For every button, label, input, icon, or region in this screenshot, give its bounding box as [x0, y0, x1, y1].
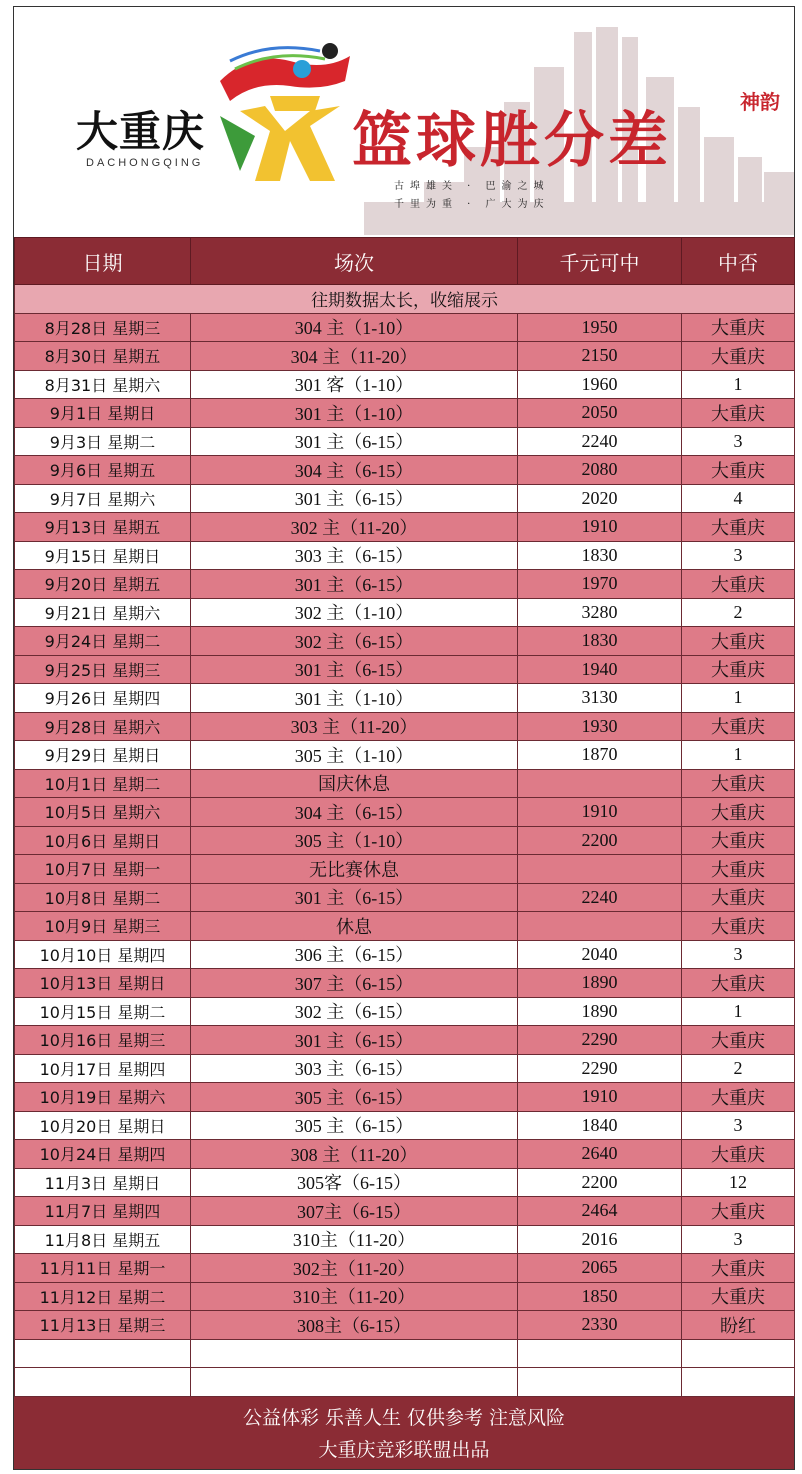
result-cell: [682, 1368, 795, 1397]
table-row: [15, 570, 795, 599]
date-cell: 8月28日 星期三: [15, 313, 191, 342]
table-row: [15, 342, 795, 371]
match-cell: 301 主（6-15）: [191, 570, 518, 599]
result-cell: [682, 1339, 795, 1368]
table-row: [15, 684, 795, 713]
table-row: [15, 940, 795, 969]
match-cell: 302 主（1-10）: [191, 598, 518, 627]
table-row: [15, 1339, 795, 1368]
table-row: [15, 1282, 795, 1311]
amount-cell: 3280: [518, 598, 682, 627]
table-row: [15, 826, 795, 855]
table-row: [15, 1254, 795, 1283]
amount-cell: 1930: [518, 712, 682, 741]
result-cell: 大重庆: [682, 1140, 795, 1169]
table-row: [15, 1368, 795, 1397]
match-cell: 304 主（1-10）: [191, 313, 518, 342]
result-cell: 大重庆: [682, 655, 795, 684]
date-cell: 9月13日 星期五: [15, 513, 191, 542]
match-cell: 305 主（6-15）: [191, 1111, 518, 1140]
collapsed-note: 往期数据太长，收缩展示: [15, 285, 795, 314]
amount-cell: 2020: [518, 484, 682, 513]
result-cell: 1: [682, 684, 795, 713]
match-cell: 301 主（1-10）: [191, 684, 518, 713]
result-cell: 大重庆: [682, 769, 795, 798]
table-row: [15, 1083, 795, 1112]
amount-cell: 1890: [518, 969, 682, 998]
result-cell: 大重庆: [682, 1026, 795, 1055]
amount-cell: 2330: [518, 1311, 682, 1340]
column-header-amount: 千元可中: [518, 238, 682, 285]
match-cell: 301 主（6-15）: [191, 484, 518, 513]
table-row: [15, 741, 795, 770]
logo-subtitle: DACHONGQING: [86, 157, 204, 169]
date-cell: 9月15日 星期日: [15, 541, 191, 570]
slogan-line-2: 千里为重 · 广大为庆: [394, 199, 550, 210]
table-row: [15, 627, 795, 656]
date-cell: 9月24日 星期二: [15, 627, 191, 656]
table-row: [15, 427, 795, 456]
logo-wordmark: 大重庆: [76, 107, 206, 156]
date-cell: 11月13日 星期三: [15, 1311, 191, 1340]
date-cell: [15, 1339, 191, 1368]
date-cell: 9月21日 星期六: [15, 598, 191, 627]
match-cell: 302 主（11-20）: [191, 513, 518, 542]
amount-cell: 2065: [518, 1254, 682, 1283]
match-cell: 310主（11-20）: [191, 1225, 518, 1254]
table-row: [15, 370, 795, 399]
result-cell: 大重庆: [682, 342, 795, 371]
match-cell: 304 主（11-20）: [191, 342, 518, 371]
amount-cell: [518, 1368, 682, 1397]
date-cell: 10月24日 星期四: [15, 1140, 191, 1169]
result-cell: 大重庆: [682, 513, 795, 542]
table-row: [15, 313, 795, 342]
amount-cell: 1960: [518, 370, 682, 399]
column-header-date: 日期: [15, 238, 191, 285]
date-cell: 10月17日 星期四: [15, 1054, 191, 1083]
amount-cell: 2240: [518, 883, 682, 912]
date-cell: 9月29日 星期日: [15, 741, 191, 770]
table-row: [15, 1026, 795, 1055]
table-row: [15, 1054, 795, 1083]
match-cell: 304 主（6-15）: [191, 456, 518, 485]
table-row: [15, 769, 795, 798]
match-cell: 301 客（1-10）: [191, 370, 518, 399]
match-cell: 302主（11-20）: [191, 1254, 518, 1283]
match-cell: 307 主（6-15）: [191, 969, 518, 998]
amount-cell: 2016: [518, 1225, 682, 1254]
amount-cell: 2040: [518, 940, 682, 969]
match-cell: 303 主（11-20）: [191, 712, 518, 741]
result-cell: 大重庆: [682, 1083, 795, 1112]
table-row: [15, 798, 795, 827]
amount-cell: [518, 1339, 682, 1368]
date-cell: 8月30日 星期五: [15, 342, 191, 371]
table-row: [15, 541, 795, 570]
seal-text: 神韵: [740, 90, 780, 114]
table-row: [15, 997, 795, 1026]
table-row: [15, 598, 795, 627]
table-row: [15, 1140, 795, 1169]
result-cell: 大重庆: [682, 826, 795, 855]
match-cell: 305 主（1-10）: [191, 741, 518, 770]
match-cell: 305 主（6-15）: [191, 1083, 518, 1112]
column-header-match: 场次: [191, 238, 518, 285]
amount-cell: 1850: [518, 1282, 682, 1311]
match-cell: 305客（6-15）: [191, 1168, 518, 1197]
match-cell: 308 主（11-20）: [191, 1140, 518, 1169]
table-row: [15, 855, 795, 884]
match-cell: 308主（6-15）: [191, 1311, 518, 1340]
result-cell: 大重庆: [682, 912, 795, 941]
date-cell: 11月12日 星期二: [15, 1282, 191, 1311]
results-table: [14, 237, 795, 1397]
amount-cell: 2464: [518, 1197, 682, 1226]
table-row: [15, 969, 795, 998]
date-cell: [15, 1368, 191, 1397]
result-cell: 大重庆: [682, 1254, 795, 1283]
match-cell: 国庆休息: [191, 769, 518, 798]
table-row: [15, 912, 795, 941]
amount-cell: 1890: [518, 997, 682, 1026]
date-cell: 10月16日 星期三: [15, 1026, 191, 1055]
amount-cell: 2640: [518, 1140, 682, 1169]
result-cell: 大重庆: [682, 1282, 795, 1311]
date-cell: 9月1日 星期日: [15, 399, 191, 428]
table-row: [15, 1111, 795, 1140]
result-cell: 2: [682, 598, 795, 627]
table-row: [15, 712, 795, 741]
amount-cell: 2080: [518, 456, 682, 485]
result-cell: 3: [682, 541, 795, 570]
amount-cell: 1830: [518, 627, 682, 656]
result-cell: 大重庆: [682, 855, 795, 884]
header-banner: [14, 7, 794, 235]
match-cell: 301 主（6-15）: [191, 1026, 518, 1055]
match-cell: 306 主（6-15）: [191, 940, 518, 969]
date-cell: 10月9日 星期三: [15, 912, 191, 941]
date-cell: 10月20日 星期日: [15, 1111, 191, 1140]
match-cell: 302 主（6-15）: [191, 627, 518, 656]
match-cell: 310主（11-20）: [191, 1282, 518, 1311]
amount-cell: 2150: [518, 342, 682, 371]
table-row: [15, 1225, 795, 1254]
amount-cell: [518, 912, 682, 941]
footer-line-1: 公益体彩 乐善人生 仅供参考 注意风险: [242, 1407, 566, 1429]
date-cell: 10月8日 星期二: [15, 883, 191, 912]
date-cell: 10月13日 星期日: [15, 969, 191, 998]
amount-cell: 1870: [518, 741, 682, 770]
date-cell: 9月28日 星期六: [15, 712, 191, 741]
match-cell: 304 主（6-15）: [191, 798, 518, 827]
match-cell: 休息: [191, 912, 518, 941]
amount-cell: [518, 769, 682, 798]
date-cell: 11月8日 星期五: [15, 1225, 191, 1254]
result-cell: 3: [682, 427, 795, 456]
result-cell: 3: [682, 940, 795, 969]
amount-cell: 1910: [518, 798, 682, 827]
amount-cell: 1950: [518, 313, 682, 342]
match-cell: 301 主（6-15）: [191, 655, 518, 684]
match-cell: 307主（6-15）: [191, 1197, 518, 1226]
amount-cell: 2290: [518, 1054, 682, 1083]
table-row: [15, 1197, 795, 1226]
result-cell: 3: [682, 1111, 795, 1140]
calligraphy-seal: [740, 89, 780, 145]
date-cell: 11月3日 星期日: [15, 1168, 191, 1197]
page-title: 篮球胜分差: [352, 106, 672, 176]
result-cell: 大重庆: [682, 1197, 795, 1226]
result-cell: 大重庆: [682, 712, 795, 741]
result-cell: 大重庆: [682, 570, 795, 599]
footer-line-2: 大重庆竞彩联盟出品: [318, 1439, 490, 1461]
result-cell: 1: [682, 741, 795, 770]
table-row: [15, 655, 795, 684]
result-cell: 盼红: [682, 1311, 795, 1340]
amount-cell: 1830: [518, 541, 682, 570]
amount-cell: 1970: [518, 570, 682, 599]
date-cell: 10月19日 星期六: [15, 1083, 191, 1112]
match-cell: 301 主（6-15）: [191, 883, 518, 912]
match-cell: 301 主（6-15）: [191, 427, 518, 456]
date-cell: 11月11日 星期一: [15, 1254, 191, 1283]
amount-cell: 2290: [518, 1026, 682, 1055]
date-cell: 10月15日 星期二: [15, 997, 191, 1026]
date-cell: 10月5日 星期六: [15, 798, 191, 827]
table-row: [15, 1311, 795, 1340]
slogan-line-1: 古埠雄关 · 巴渝之城: [394, 181, 550, 192]
match-cell: 305 主（1-10）: [191, 826, 518, 855]
match-cell: 301 主（1-10）: [191, 399, 518, 428]
result-cell: 大重庆: [682, 399, 795, 428]
table-row: [15, 883, 795, 912]
table-row: [15, 456, 795, 485]
amount-cell: 1910: [518, 1083, 682, 1112]
match-cell: [191, 1368, 518, 1397]
result-cell: 3: [682, 1225, 795, 1254]
result-cell: 大重庆: [682, 627, 795, 656]
amount-cell: [518, 855, 682, 884]
amount-cell: 1910: [518, 513, 682, 542]
result-cell: 大重庆: [682, 969, 795, 998]
result-cell: 4: [682, 484, 795, 513]
footer-banner: [14, 1397, 794, 1469]
date-cell: 8月31日 星期六: [15, 370, 191, 399]
amount-cell: 3130: [518, 684, 682, 713]
date-cell: 10月7日 星期一: [15, 855, 191, 884]
amount-cell: 2200: [518, 1168, 682, 1197]
result-cell: 1: [682, 370, 795, 399]
table-row: [15, 513, 795, 542]
table-row: [15, 1168, 795, 1197]
amount-cell: 1940: [518, 655, 682, 684]
emblem-logo-icon: [210, 41, 360, 191]
table-row: [15, 484, 795, 513]
date-cell: 10月6日 星期日: [15, 826, 191, 855]
match-cell: 302 主（6-15）: [191, 997, 518, 1026]
date-cell: 9月20日 星期五: [15, 570, 191, 599]
result-cell: 大重庆: [682, 883, 795, 912]
result-cell: 大重庆: [682, 798, 795, 827]
date-cell: 9月26日 星期四: [15, 684, 191, 713]
date-cell: 11月7日 星期四: [15, 1197, 191, 1226]
result-cell: 大重庆: [682, 456, 795, 485]
amount-cell: 2240: [518, 427, 682, 456]
result-cell: 1: [682, 997, 795, 1026]
amount-cell: 2050: [518, 399, 682, 428]
amount-cell: 2200: [518, 826, 682, 855]
result-cell: 2: [682, 1054, 795, 1083]
date-cell: 9月25日 星期三: [15, 655, 191, 684]
result-cell: 大重庆: [682, 313, 795, 342]
date-cell: 10月10日 星期四: [15, 940, 191, 969]
date-cell: 9月3日 星期二: [15, 427, 191, 456]
table-header-row: [15, 238, 795, 285]
date-cell: 9月7日 星期六: [15, 484, 191, 513]
match-cell: [191, 1339, 518, 1368]
date-cell: 10月1日 星期二: [15, 769, 191, 798]
result-cell: 12: [682, 1168, 795, 1197]
collapsed-note-row: [15, 285, 795, 314]
match-cell: 无比赛休息: [191, 855, 518, 884]
column-header-result: 中否: [682, 238, 795, 285]
match-cell: 303 主（6-15）: [191, 541, 518, 570]
table-row: [15, 399, 795, 428]
match-cell: 303 主（6-15）: [191, 1054, 518, 1083]
date-cell: 9月6日 星期五: [15, 456, 191, 485]
amount-cell: 1840: [518, 1111, 682, 1140]
